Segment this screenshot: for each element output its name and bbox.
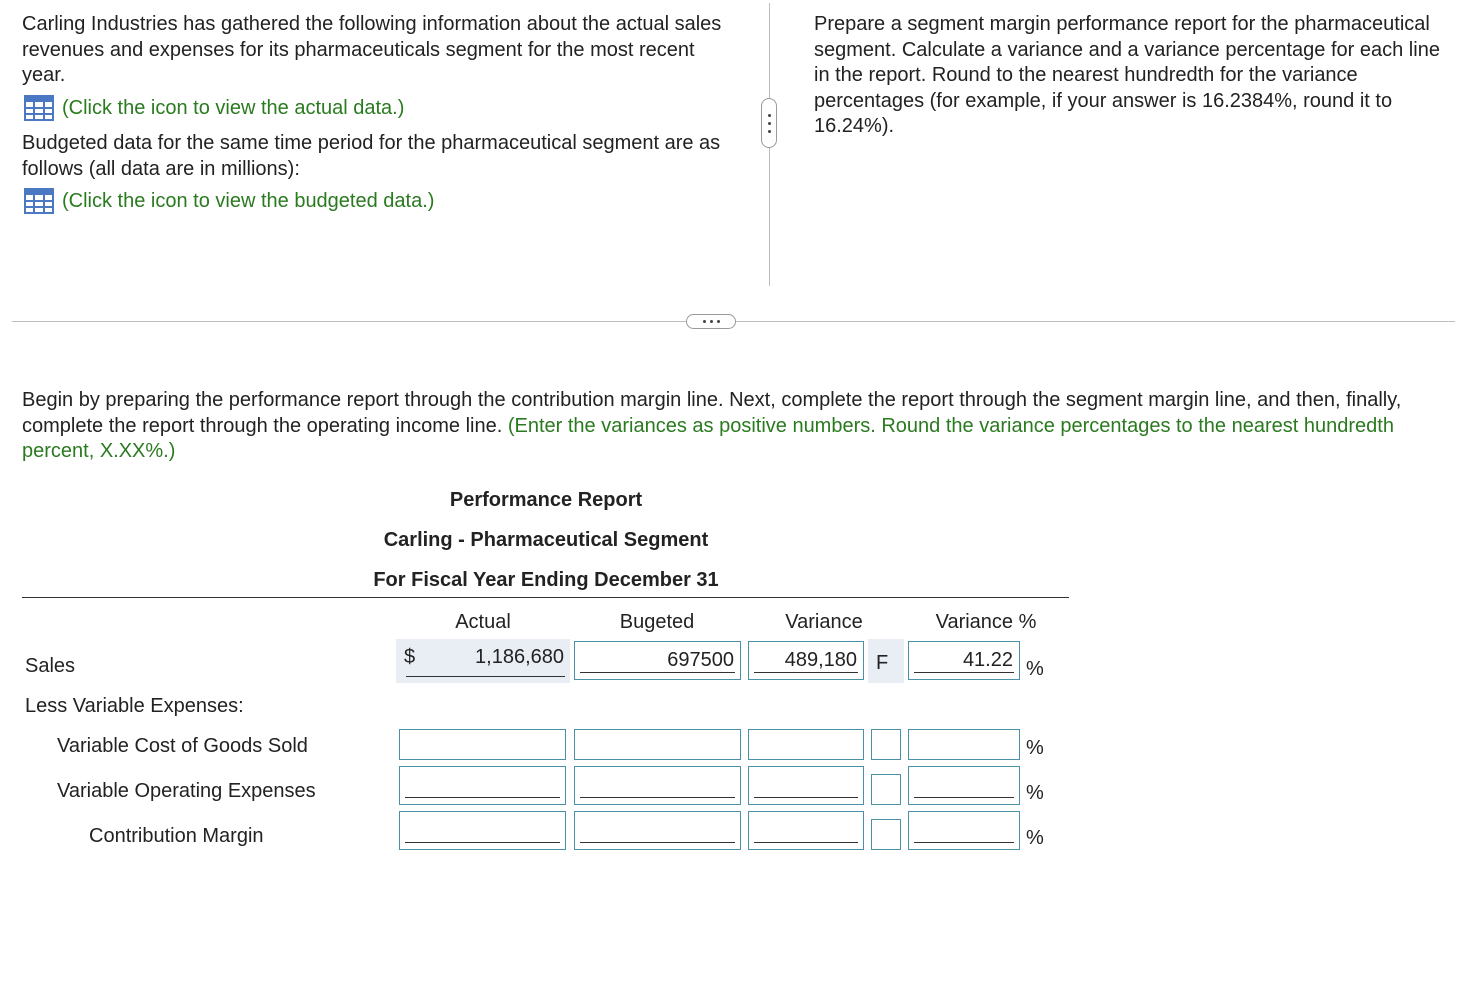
vcogs-variance-input[interactable]	[748, 729, 864, 760]
sales-variance-value: 489,180	[784, 649, 857, 671]
ellipsis-handle-icon	[703, 320, 706, 323]
sales-variance-input[interactable]	[748, 641, 864, 680]
vcogs-fu-select[interactable]	[871, 729, 901, 760]
underline	[580, 842, 735, 843]
budget-data-link[interactable]	[24, 188, 434, 214]
vcogs-actual-input[interactable]	[399, 729, 566, 760]
pct-sign: %	[1026, 737, 1044, 759]
dollar-sign: $	[404, 646, 416, 668]
vopex-budgeted-input[interactable]	[574, 766, 741, 805]
row-label-vopex: Variable Operating Expenses	[57, 780, 316, 802]
underline	[754, 797, 858, 798]
ellipsis-handle-icon	[768, 130, 771, 133]
actual-data-link[interactable]	[24, 95, 404, 121]
sales-fu-select[interactable]	[868, 639, 904, 683]
report-title: Performance Report	[449, 489, 643, 511]
report-company: Carling - Pharmaceutical Segment	[383, 529, 709, 551]
sales-budgeted-input[interactable]	[574, 641, 741, 680]
grid-table-icon[interactable]	[24, 188, 54, 214]
underline	[914, 672, 1014, 673]
pct-sign: %	[1026, 827, 1044, 849]
sales-budgeted-value: 697500	[667, 649, 734, 671]
main-instruction-hint: (Enter the variances as positive numbers. Round the variance percentages to the nearest hundredth percent, X.XX%.)	[22, 414, 1394, 462]
ellipsis-handle-icon	[710, 320, 713, 323]
right-instructions: Prepare a segment margin performance report for the pharmaceutical segment. Calculate a variance and a variance percentage for each line in the report. Round to the nearest hundredth for the variance percentages (for example, if your answer is 16.2384%, round it to 16.24%).	[814, 13, 1440, 137]
budget-data-link-text[interactable]: (Click the icon to view the budgeted data.)	[62, 189, 435, 212]
actual-data-link-text[interactable]: (Click the icon to view the actual data.)	[62, 96, 405, 119]
vopex-fu-select[interactable]	[871, 774, 901, 805]
horizontal-splitter-handle[interactable]	[686, 314, 736, 329]
cm-variance-input[interactable]	[748, 811, 864, 850]
underline	[754, 672, 858, 673]
underline	[914, 797, 1014, 798]
pct-sign: %	[1026, 658, 1044, 680]
ellipsis-handle-icon	[768, 122, 771, 125]
underline	[754, 842, 858, 843]
header-rule	[22, 597, 1069, 598]
sales-actual-cell	[396, 639, 570, 683]
col-header-variance: Variance	[785, 611, 863, 633]
ellipsis-handle-icon	[717, 320, 720, 323]
cm-budgeted-input[interactable]	[574, 811, 741, 850]
vopex-variance-input[interactable]	[748, 766, 864, 805]
vopex-actual-input[interactable]	[399, 766, 566, 805]
underline	[405, 842, 560, 843]
vopex-pct-input[interactable]	[908, 766, 1020, 805]
main-instruction	[22, 388, 1442, 465]
underline	[405, 797, 560, 798]
row-label-vcogs: Variable Cost of Goods Sold	[57, 735, 308, 757]
underline	[914, 842, 1014, 843]
underline	[406, 676, 565, 677]
grid-table-icon[interactable]	[24, 95, 54, 121]
report-period: For Fiscal Year Ending December 31	[373, 569, 719, 591]
ellipsis-handle-icon	[768, 114, 771, 117]
row-label-sales: Sales	[25, 655, 76, 677]
underline	[580, 672, 735, 673]
underline	[580, 797, 735, 798]
row-label-less-variable: Less Variable Expenses:	[25, 695, 244, 717]
cm-fu-select[interactable]	[871, 819, 901, 850]
sales-pct-value: 41.22	[962, 649, 1013, 671]
cm-actual-input[interactable]	[399, 811, 566, 850]
col-header-actual: Actual	[455, 611, 511, 633]
budget-text: Budgeted data for the same time period for the pharmaceutical segment are as follows (all data are in millions):	[22, 132, 721, 180]
vcogs-pct-input[interactable]	[908, 729, 1020, 760]
col-header-budgeted: Bugeted	[619, 611, 695, 633]
main-instruction-text: Begin by preparing the performance report through the contribution margin line. Next, complete the report through the segment margin line, and then, finally, complete the report through the operating income line.	[22, 389, 1402, 437]
vertical-splitter-handle[interactable]	[761, 98, 777, 148]
row-label-cm: Contribution Margin	[89, 825, 264, 847]
sales-fu-value: F	[876, 652, 889, 674]
intro-text: Carling Industries has gathered the following information about the actual sales revenues and expenses for its pharmaceuticals segment for the most recent year.	[22, 13, 722, 86]
cm-pct-input[interactable]	[908, 811, 1020, 850]
sales-pct-input[interactable]	[908, 641, 1020, 680]
sales-actual-value: 1,186,680	[475, 646, 564, 668]
vcogs-budgeted-input[interactable]	[574, 729, 741, 760]
pct-sign: %	[1026, 782, 1044, 804]
col-header-variance-pct: Variance %	[935, 611, 1037, 633]
